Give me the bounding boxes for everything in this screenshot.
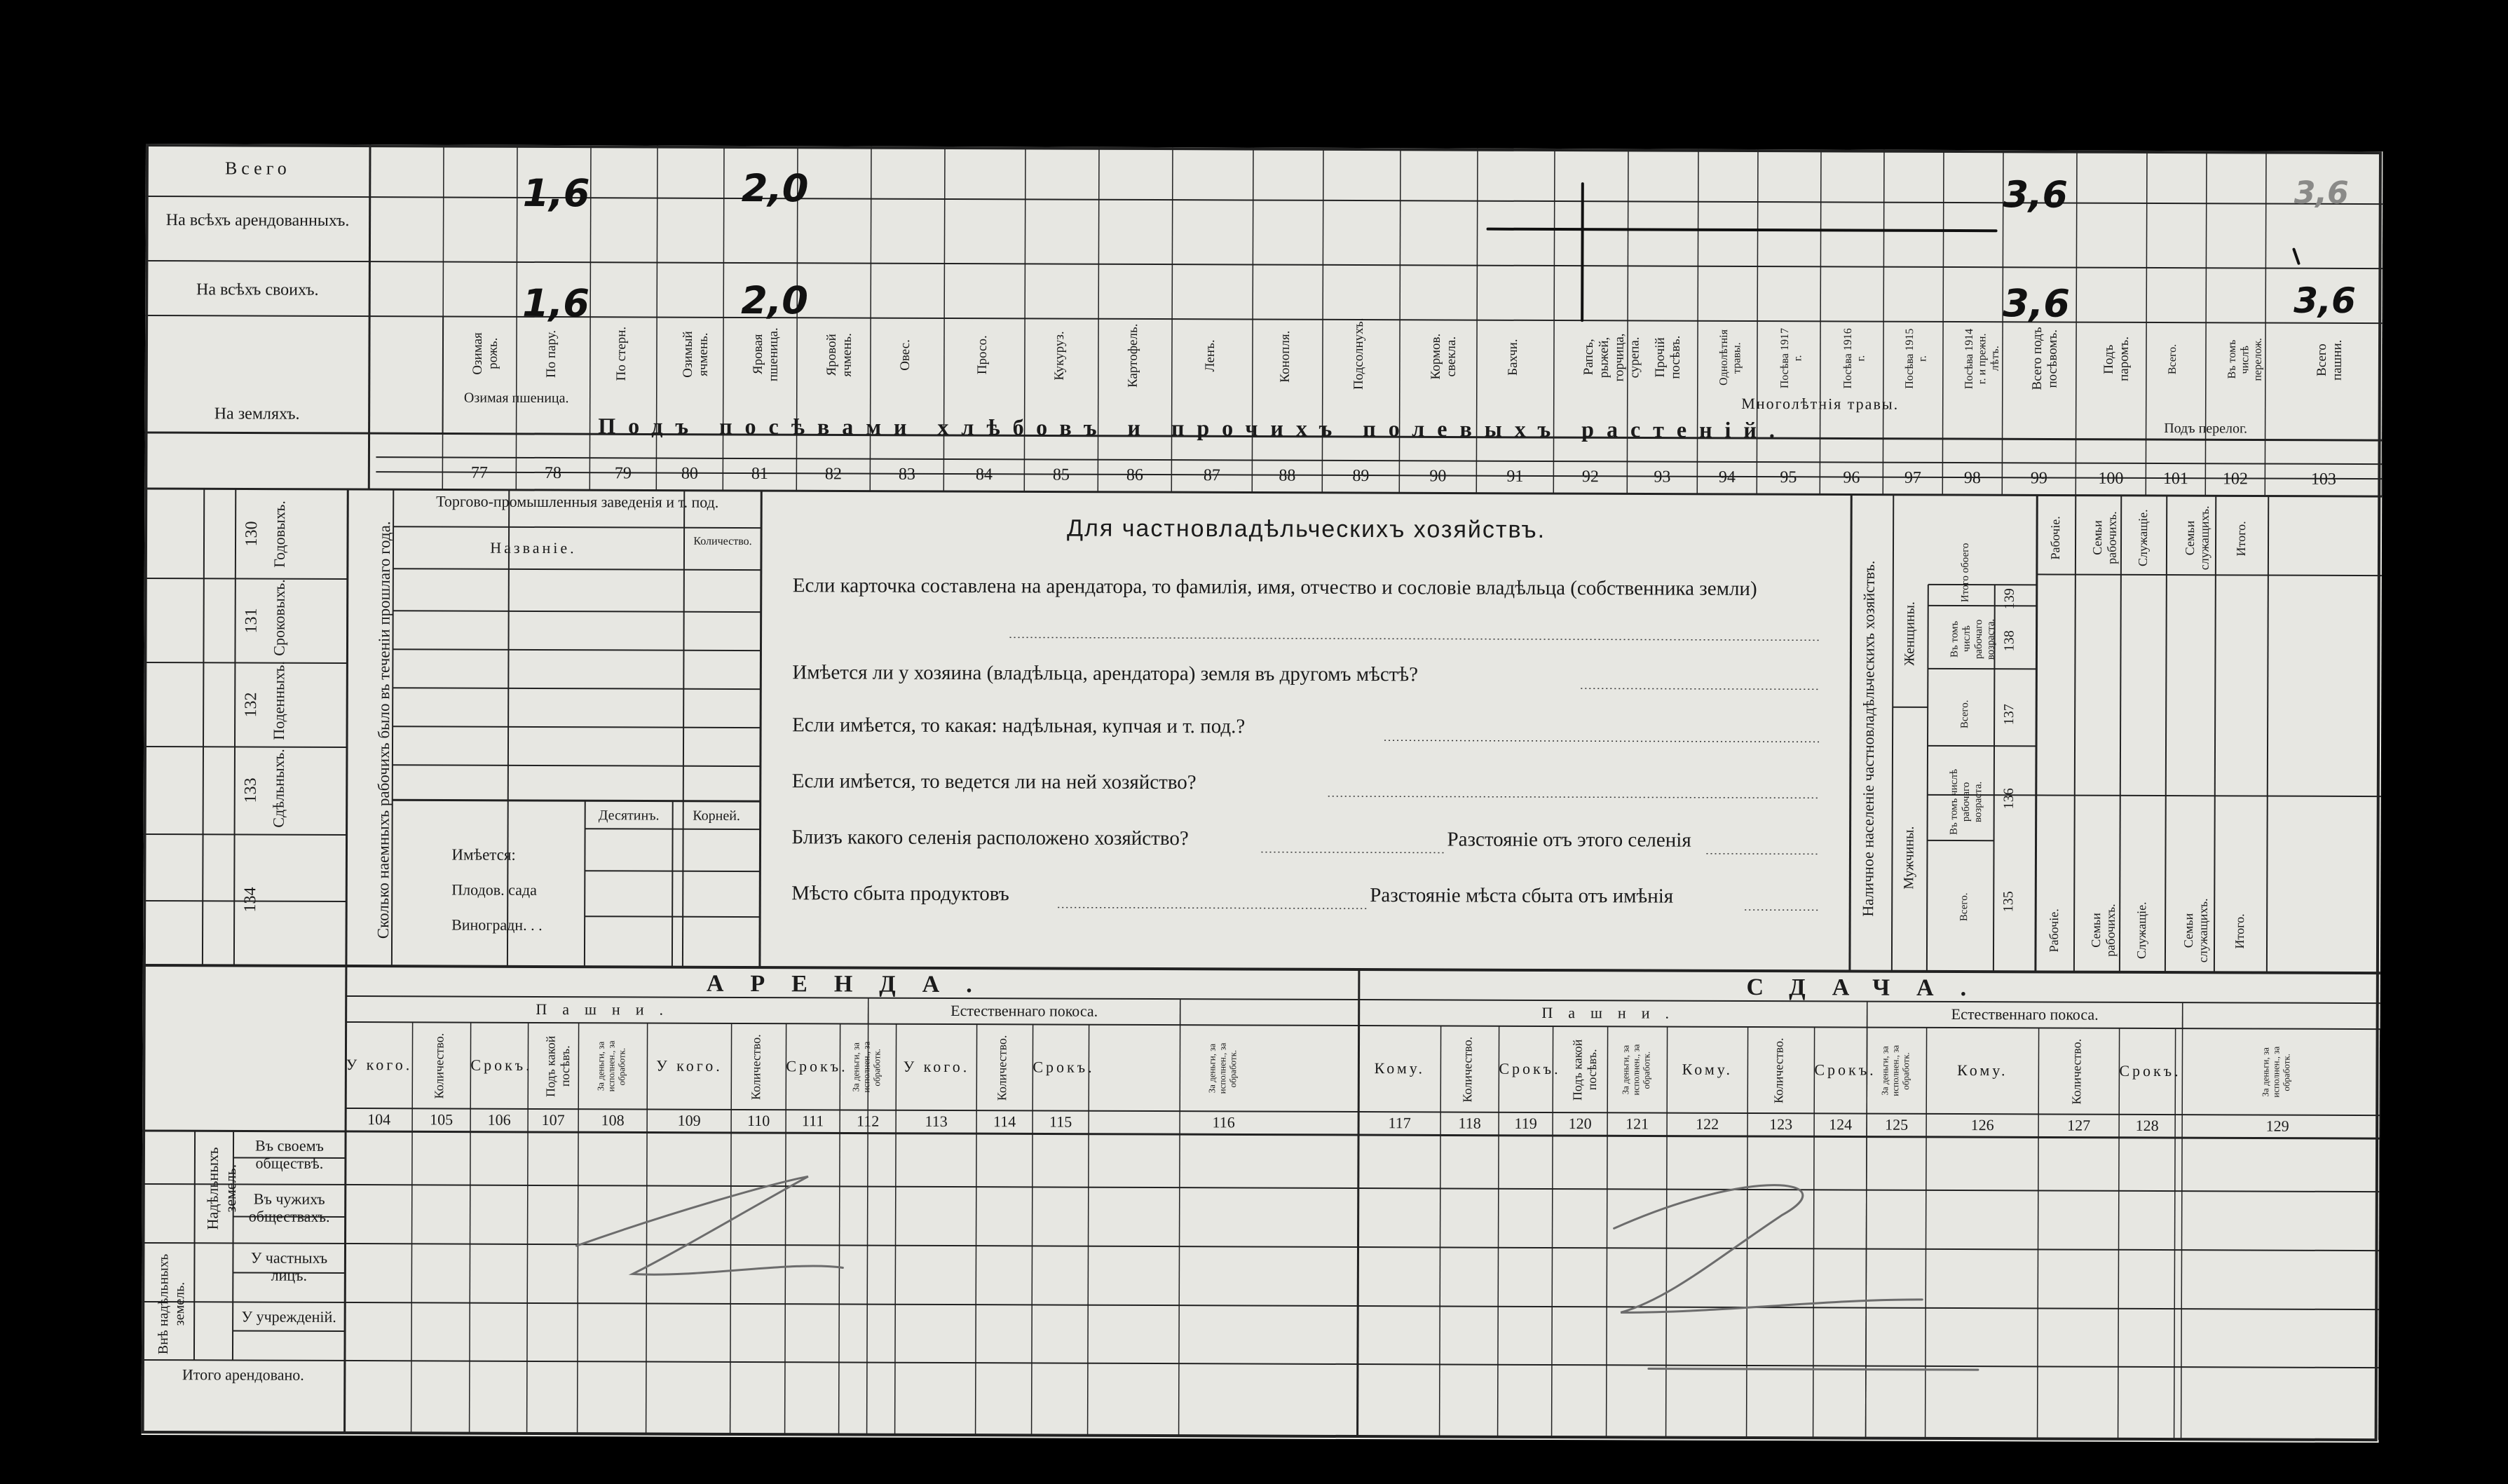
lease-col-label-109: У кого.	[656, 1056, 723, 1075]
crop-col-label-96: Посѣва 1916 г.	[1841, 327, 1867, 389]
workers-col-num-132: 132	[242, 692, 261, 718]
lease-col-label-122: Кому.	[1682, 1060, 1733, 1078]
crop-col-label-87: Ленъ.	[1202, 339, 1218, 372]
crop-col-num-77: 77	[470, 463, 488, 482]
workers-col-label-1: Сроковыхъ.	[270, 579, 288, 656]
crop-col-label-86: Картофель.	[1125, 323, 1140, 388]
women-total: Всего.	[1959, 700, 1971, 729]
group-non-allotment: Внѣ надѣльныхъ земель.	[155, 1253, 188, 1354]
lease-col-label-104: У кого.	[346, 1056, 413, 1074]
lease-col-num-109: 109	[677, 1111, 701, 1129]
lease-col-label-120: Подъ какой посѣвъ.	[1570, 1039, 1600, 1101]
entry-barley-total: 2,0	[741, 165, 809, 211]
lease-col-num-125: 125	[1885, 1115, 1909, 1134]
lease-col-num-118: 118	[1458, 1114, 1481, 1132]
lease-col-num-116: 116	[1212, 1113, 1235, 1131]
sdacha-text: СДАЧА.	[1746, 974, 1994, 1002]
lease-row-3: У учрежденій.	[241, 1307, 336, 1326]
workers-col-num-130: 130	[242, 521, 261, 547]
crop-col-num-86: 86	[1126, 465, 1143, 484]
women-label: Женщины.	[1902, 601, 1918, 666]
lease-col-num-112: 112	[857, 1112, 880, 1130]
crop-col-num-91: 91	[1506, 467, 1524, 486]
workers-col-label-2: Поденныхъ.	[270, 661, 288, 740]
lease-col-num-120: 120	[1568, 1115, 1592, 1133]
crop-col-num-99: 99	[2030, 469, 2047, 488]
workers-col-label-0: Годовыхъ.	[270, 500, 289, 568]
lease-col-num-123: 123	[1769, 1115, 1793, 1134]
row-leased-label: На всѣхъ арендованныхъ.	[165, 211, 350, 231]
lease-row-2: У частныхъ лицъ.	[250, 1248, 328, 1285]
pop-num-135: 135	[2001, 891, 2017, 913]
crop-col-label-91: Бахчи.	[1505, 339, 1521, 376]
crop-col-num-90: 90	[1429, 467, 1447, 486]
trade-name-header: Названiе.	[490, 538, 577, 557]
private-q5a: Близъ какого селенія расположено хозяйство?	[791, 826, 1189, 850]
lease-col-num-106: 106	[487, 1110, 511, 1129]
lease-col-num-129: 129	[2265, 1117, 2289, 1135]
cat-top-4: Итого.	[2233, 520, 2248, 557]
cat-top-0: Рабочiе.	[2047, 515, 2062, 560]
crop-col-num-89: 89	[1352, 467, 1370, 486]
crop-col-label-77: Озимая рожь.	[470, 332, 500, 375]
private-q2: Имѣется ли у хозяина (владѣльца, арендатора) земля въ другомъ мѣстѣ?	[792, 661, 1419, 686]
crop-col-label-97: Посѣва 1915 г.	[1903, 328, 1928, 389]
crop-col-num-79: 79	[614, 464, 632, 483]
crop-col-label-98: Посѣва 1914 г. и прежн. лѣтъ.	[1963, 328, 2001, 389]
lease-col-label-123: Количество.	[1771, 1037, 1786, 1104]
sub-perennial: Многолѣтнія травы.	[1741, 394, 1900, 413]
lease-col-num-114: 114	[993, 1112, 1016, 1131]
census-card	[142, 144, 2383, 1443]
crop-col-num-80: 80	[681, 464, 698, 483]
lease-pashni-sdacha: Пашни.	[1541, 1003, 1685, 1022]
crop-col-num-94: 94	[1718, 468, 1736, 486]
crop-col-num-85: 85	[1052, 465, 1070, 484]
crop-col-num-100: 100	[2098, 469, 2124, 488]
crop-col-num-92: 92	[1581, 468, 1599, 486]
crop-col-num-88: 88	[1279, 466, 1296, 485]
lease-col-num-104: 104	[367, 1110, 391, 1129]
entry-sum-total: 3,6	[2003, 174, 2068, 217]
lease-col-label-124: Срокъ.	[1814, 1061, 1876, 1079]
entry-rye-total: 1,6	[522, 170, 590, 216]
lease-col-label-128: Срокъ.	[2119, 1061, 2181, 1080]
crop-col-label-99: Всего подъ посѣвомъ.	[2029, 327, 2060, 390]
lease-pokos-arenda: Естественнаго покоса.	[950, 1002, 1098, 1020]
crop-col-num-102: 102	[2222, 470, 2248, 489]
lease-col-label-108: За деньги, за исполнен., за обработк.	[595, 1040, 627, 1092]
lease-col-label-116: За деньги, за исполнен., за обработк.	[1206, 1042, 1238, 1094]
lease-col-num-126: 126	[1970, 1116, 1994, 1134]
entry-sum-own: 3,6	[2003, 281, 2071, 326]
lease-col-label-106: Срокъ.	[470, 1056, 533, 1074]
crop-col-num-78: 78	[544, 463, 561, 483]
lease-col-num-105: 105	[430, 1110, 454, 1129]
row-own-label: На всѣхъ своихъ.	[196, 280, 319, 299]
lease-col-num-108: 108	[601, 1111, 625, 1129]
cat-bottom-2: Служащiе.	[2134, 901, 2148, 960]
crop-col-num-96: 96	[1843, 468, 1860, 487]
lease-col-label-117: Кому.	[1374, 1059, 1426, 1077]
lease-col-num-111: 111	[801, 1112, 824, 1130]
crop-col-num-95: 95	[1780, 468, 1797, 487]
cat-bottom-1: Семьи рабочихъ.	[2088, 904, 2118, 958]
pop-total-all: Итого обоего	[1959, 543, 1972, 602]
crop-col-label-100: Подъ паромъ.	[2101, 336, 2132, 382]
crop-col-label-80: Озимый ячмень.	[680, 330, 711, 378]
women-workers: Въ томъ числѣ рабочаго возраста.	[1949, 618, 1997, 660]
row-total-label: Всего	[224, 158, 291, 179]
lease-col-label-112: За деньги, за исполнен., за обработк.	[850, 1042, 882, 1094]
crop-col-label-101: Всего.	[2166, 343, 2179, 375]
lease-col-num-128: 128	[2135, 1116, 2159, 1135]
crop-col-num-103: 103	[2310, 470, 2336, 489]
pop-num-139: 139	[2001, 588, 2017, 610]
lease-col-label-105: Количество.	[431, 1033, 447, 1099]
cat-bottom-0: Рабочiе.	[2046, 908, 2061, 953]
pop-num-137: 137	[2001, 704, 2017, 726]
row-lands-label: На земляхъ.	[214, 404, 300, 423]
workers-col-num-134: 134	[241, 887, 260, 913]
sub-winter-wheat-label: Озимая пшеница.	[463, 390, 569, 407]
private-q3: Если имѣется, то какая: надѣльная, купчая и т. под.?	[792, 714, 1246, 738]
crop-col-label-93: Прочiй посѣвъ.	[1652, 336, 1683, 380]
private-q5b: Разстояніе отъ этого селенія	[1447, 828, 1691, 852]
private-q6a: Мѣсто сбыта продуктовъ	[791, 882, 1009, 906]
lease-col-label-125: За деньги, за исполнен., за обработк.	[1879, 1045, 1911, 1097]
private-q4: Если имѣется, то ведется ли на ней хозяйство?	[791, 770, 1197, 794]
cat-top-1: Семьи рабочихъ.	[2090, 511, 2119, 565]
crop-col-label-88: Конопля.	[1277, 330, 1293, 383]
crop-col-num-83: 83	[898, 465, 915, 484]
lease-col-num-127: 127	[2067, 1116, 2091, 1134]
crop-col-num-93: 93	[1654, 468, 1671, 486]
entry-right-total: 3,6	[2294, 175, 2349, 211]
workers-col-num-131: 131	[242, 608, 261, 634]
lease-col-num-115: 115	[1049, 1112, 1072, 1131]
crop-col-num-81: 81	[751, 465, 768, 484]
entry-rye-own: 1,6	[522, 280, 589, 326]
dessiatins-header: Десятинъ.	[598, 808, 660, 824]
crop-col-label-79: По стерн.	[613, 327, 629, 381]
lease-col-num-119: 119	[1514, 1114, 1537, 1132]
crop-col-label-89: Подсолнухъ.	[1351, 318, 1367, 390]
crop-col-label-84: Просо.	[974, 335, 990, 375]
lease-col-num-107: 107	[541, 1110, 565, 1129]
lease-col-label-110: Количество.	[749, 1034, 763, 1100]
cat-bottom-4: Итого.	[2232, 913, 2247, 948]
pop-num-138: 138	[2001, 630, 2017, 652]
roots-header: Корней.	[693, 808, 741, 824]
lease-col-label-118: Количество.	[1459, 1036, 1475, 1103]
population-title: Наличное населеніе частновладѣльческихъ хозяйствъ.	[1859, 560, 1878, 917]
crop-col-num-84: 84	[975, 465, 993, 484]
crop-col-label-92: Рапсъ, рыжей, горчица, сурепа.	[1581, 333, 1642, 382]
lease-col-label-121: За деньги, за исполнен., за обработк.	[1619, 1044, 1651, 1096]
lease-row-4: Итого арендовано.	[182, 1366, 304, 1384]
lease-col-num-117: 117	[1388, 1114, 1411, 1132]
lease-row-1: Въ чужихъ обществахъ.	[248, 1190, 330, 1226]
workers-col-num-133: 133	[241, 777, 260, 804]
lease-col-label-126: Кому.	[1957, 1061, 2008, 1080]
crop-col-label-103: Всего пашни.	[2314, 339, 2345, 381]
crop-col-label-95: Посѣва 1917 г.	[1778, 327, 1804, 388]
trade-title: Торгово-промышленныя заведенія и т. под.	[436, 492, 719, 511]
crop-col-label-83: Овес.	[897, 339, 913, 371]
arenda-text: АРЕНДА.	[706, 970, 999, 998]
workers-col-label-3: Сдѣльныхъ.	[269, 749, 287, 828]
cat-bottom-3: Семьи служащихъ.	[2181, 898, 2210, 963]
lease-col-label-119: Срокъ.	[1499, 1059, 1561, 1078]
arenda-title	[346, 969, 1359, 1000]
private-q6b: Разстояніе мѣста сбыта отъ имѣнія	[1370, 884, 1674, 908]
sdacha-title	[1359, 972, 2380, 1003]
lease-col-label-129: За деньги, за исполнен., за обработк.	[2260, 1047, 2292, 1098]
crop-col-label-81: Яровая пшеница.	[750, 327, 781, 382]
crop-col-label-78: По пару.	[543, 329, 559, 378]
lease-row-0: Въ своемъ обществѣ.	[255, 1136, 324, 1173]
crop-col-label-82: Яровой ячмень.	[824, 332, 854, 377]
trade-qty-header: Количество.	[693, 535, 752, 548]
lease-pashni-arenda: Пашни.	[536, 1000, 679, 1019]
men-total: Всего.	[1958, 892, 1970, 922]
crop-col-num-82: 82	[824, 465, 842, 484]
crop-col-label-94: Однолѣтнія травы.	[1717, 329, 1743, 386]
group-allotment: Надѣльныхъ земель.	[203, 1147, 240, 1230]
lease-col-num-124: 124	[1829, 1115, 1853, 1134]
pop-num-136: 136	[2001, 788, 2017, 810]
sub-fallow: Подъ перелог.	[2164, 421, 2248, 437]
cat-top-3: Семьи служащихъ.	[2182, 505, 2211, 571]
cat-top-2: Служащiе.	[2135, 509, 2150, 567]
lease-col-label-115: Срокъ.	[1032, 1058, 1095, 1076]
lease-col-label-113: У кого.	[903, 1057, 970, 1076]
vineyards-label: Виноградн. . .	[451, 915, 543, 934]
crop-col-num-97: 97	[1904, 468, 1921, 487]
entry-barley-own: 2,0	[741, 278, 809, 323]
workers-title: Сколько наемныхъ рабочихъ было въ теченiи прошлаго года.	[374, 521, 394, 939]
crop-col-num-87: 87	[1203, 466, 1220, 485]
lease-col-label-127: Количество.	[2069, 1038, 2084, 1105]
crop-col-label-85: Кукуруз.	[1051, 330, 1067, 381]
crop-band-title: Подъ посѣвами хлѣбовъ и прочихъ полевыхъ растенiй.	[598, 413, 1787, 443]
orchards-label: Плодов. сада	[451, 880, 537, 899]
lease-col-label-107: Подъ какой посѣвъ.	[543, 1035, 573, 1097]
lease-col-num-121: 121	[1626, 1115, 1649, 1133]
crop-col-num-101: 101	[2162, 470, 2188, 489]
crop-col-num-98: 98	[1963, 469, 1981, 488]
private-q1: Если карточка составлена на арендатора, то фамилiя, имя, отчество и сословiе владѣльца (собственника земли)	[792, 574, 1757, 601]
lease-col-label-114: Количество.	[995, 1035, 1009, 1101]
lease-col-num-122: 122	[1696, 1115, 1719, 1133]
has-label: Имѣется:	[451, 845, 516, 864]
lease-pokos-sdacha: Естественнаго покоса.	[1951, 1005, 2099, 1023]
lease-col-num-110: 110	[747, 1112, 770, 1130]
men-workers: Въ томъ числѣ рабочаго возраста.	[1948, 769, 1984, 836]
lease-col-label-111: Срокъ.	[786, 1057, 848, 1075]
crop-col-label-90: Кормов. свекла.	[1428, 334, 1459, 380]
private-title: Для частновладѣльческихъ хозяйствъ.	[1066, 515, 1546, 543]
men-label: Мужчины.	[1901, 826, 1917, 890]
crop-col-label-102: Въ томъ числѣ перелож.	[2226, 338, 2264, 381]
lease-col-num-113: 113	[925, 1112, 948, 1131]
entry-right-own: 3,6	[2294, 280, 2356, 322]
